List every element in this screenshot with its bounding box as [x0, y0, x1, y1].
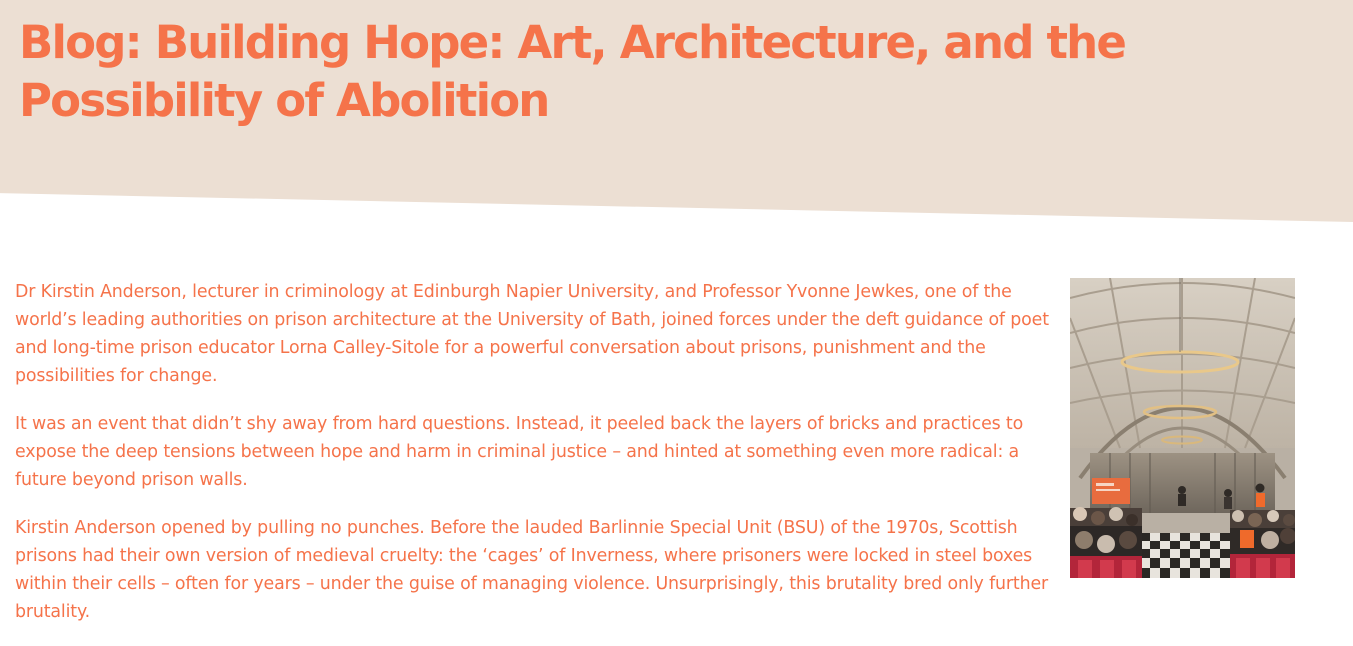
article-paragraph-1: Dr Kirstin Anderson, lecturer in criminology at Edinburgh Napier University, and Professor Yvonne Jewkes, one of the world’s leading authorities on prison architecture at the University of Bath, joined forces under the deft guidance of poet and long-time prison educator Lorna Calley-Sitole for a powerful conversation about prisons, punishment and the possibilities for change. — [15, 282, 1049, 386]
event-photo-illustration — [1070, 278, 1295, 578]
article-body — [15, 278, 1060, 646]
article-paragraph-2: It was an event that didn’t shy away from hard questions. Instead, it peeled back the layers of bricks and practices to expose the deep tensions between hope and harm in criminal justice – and hinted at something even more radical: a future beyond prison walls. — [15, 414, 1024, 490]
article-paragraph-3: Kirstin Anderson opened by pulling no punches. Before the lauded Barlinnie Special Unit (BSU) of the 1970s, Scottish prisons had their own version of medieval cruelty: the ‘cages’ of Inverness, where prisoners were locked in steel boxes within their cells – often for years – under the guise of managing violence. Unsurprisingly, this brutality bred only further brutality. — [15, 518, 1049, 622]
page-title: Blog: Building Hope: Art, Architecture, and the Possibility of Abolition — [19, 16, 1126, 127]
event-photo — [1070, 278, 1295, 578]
